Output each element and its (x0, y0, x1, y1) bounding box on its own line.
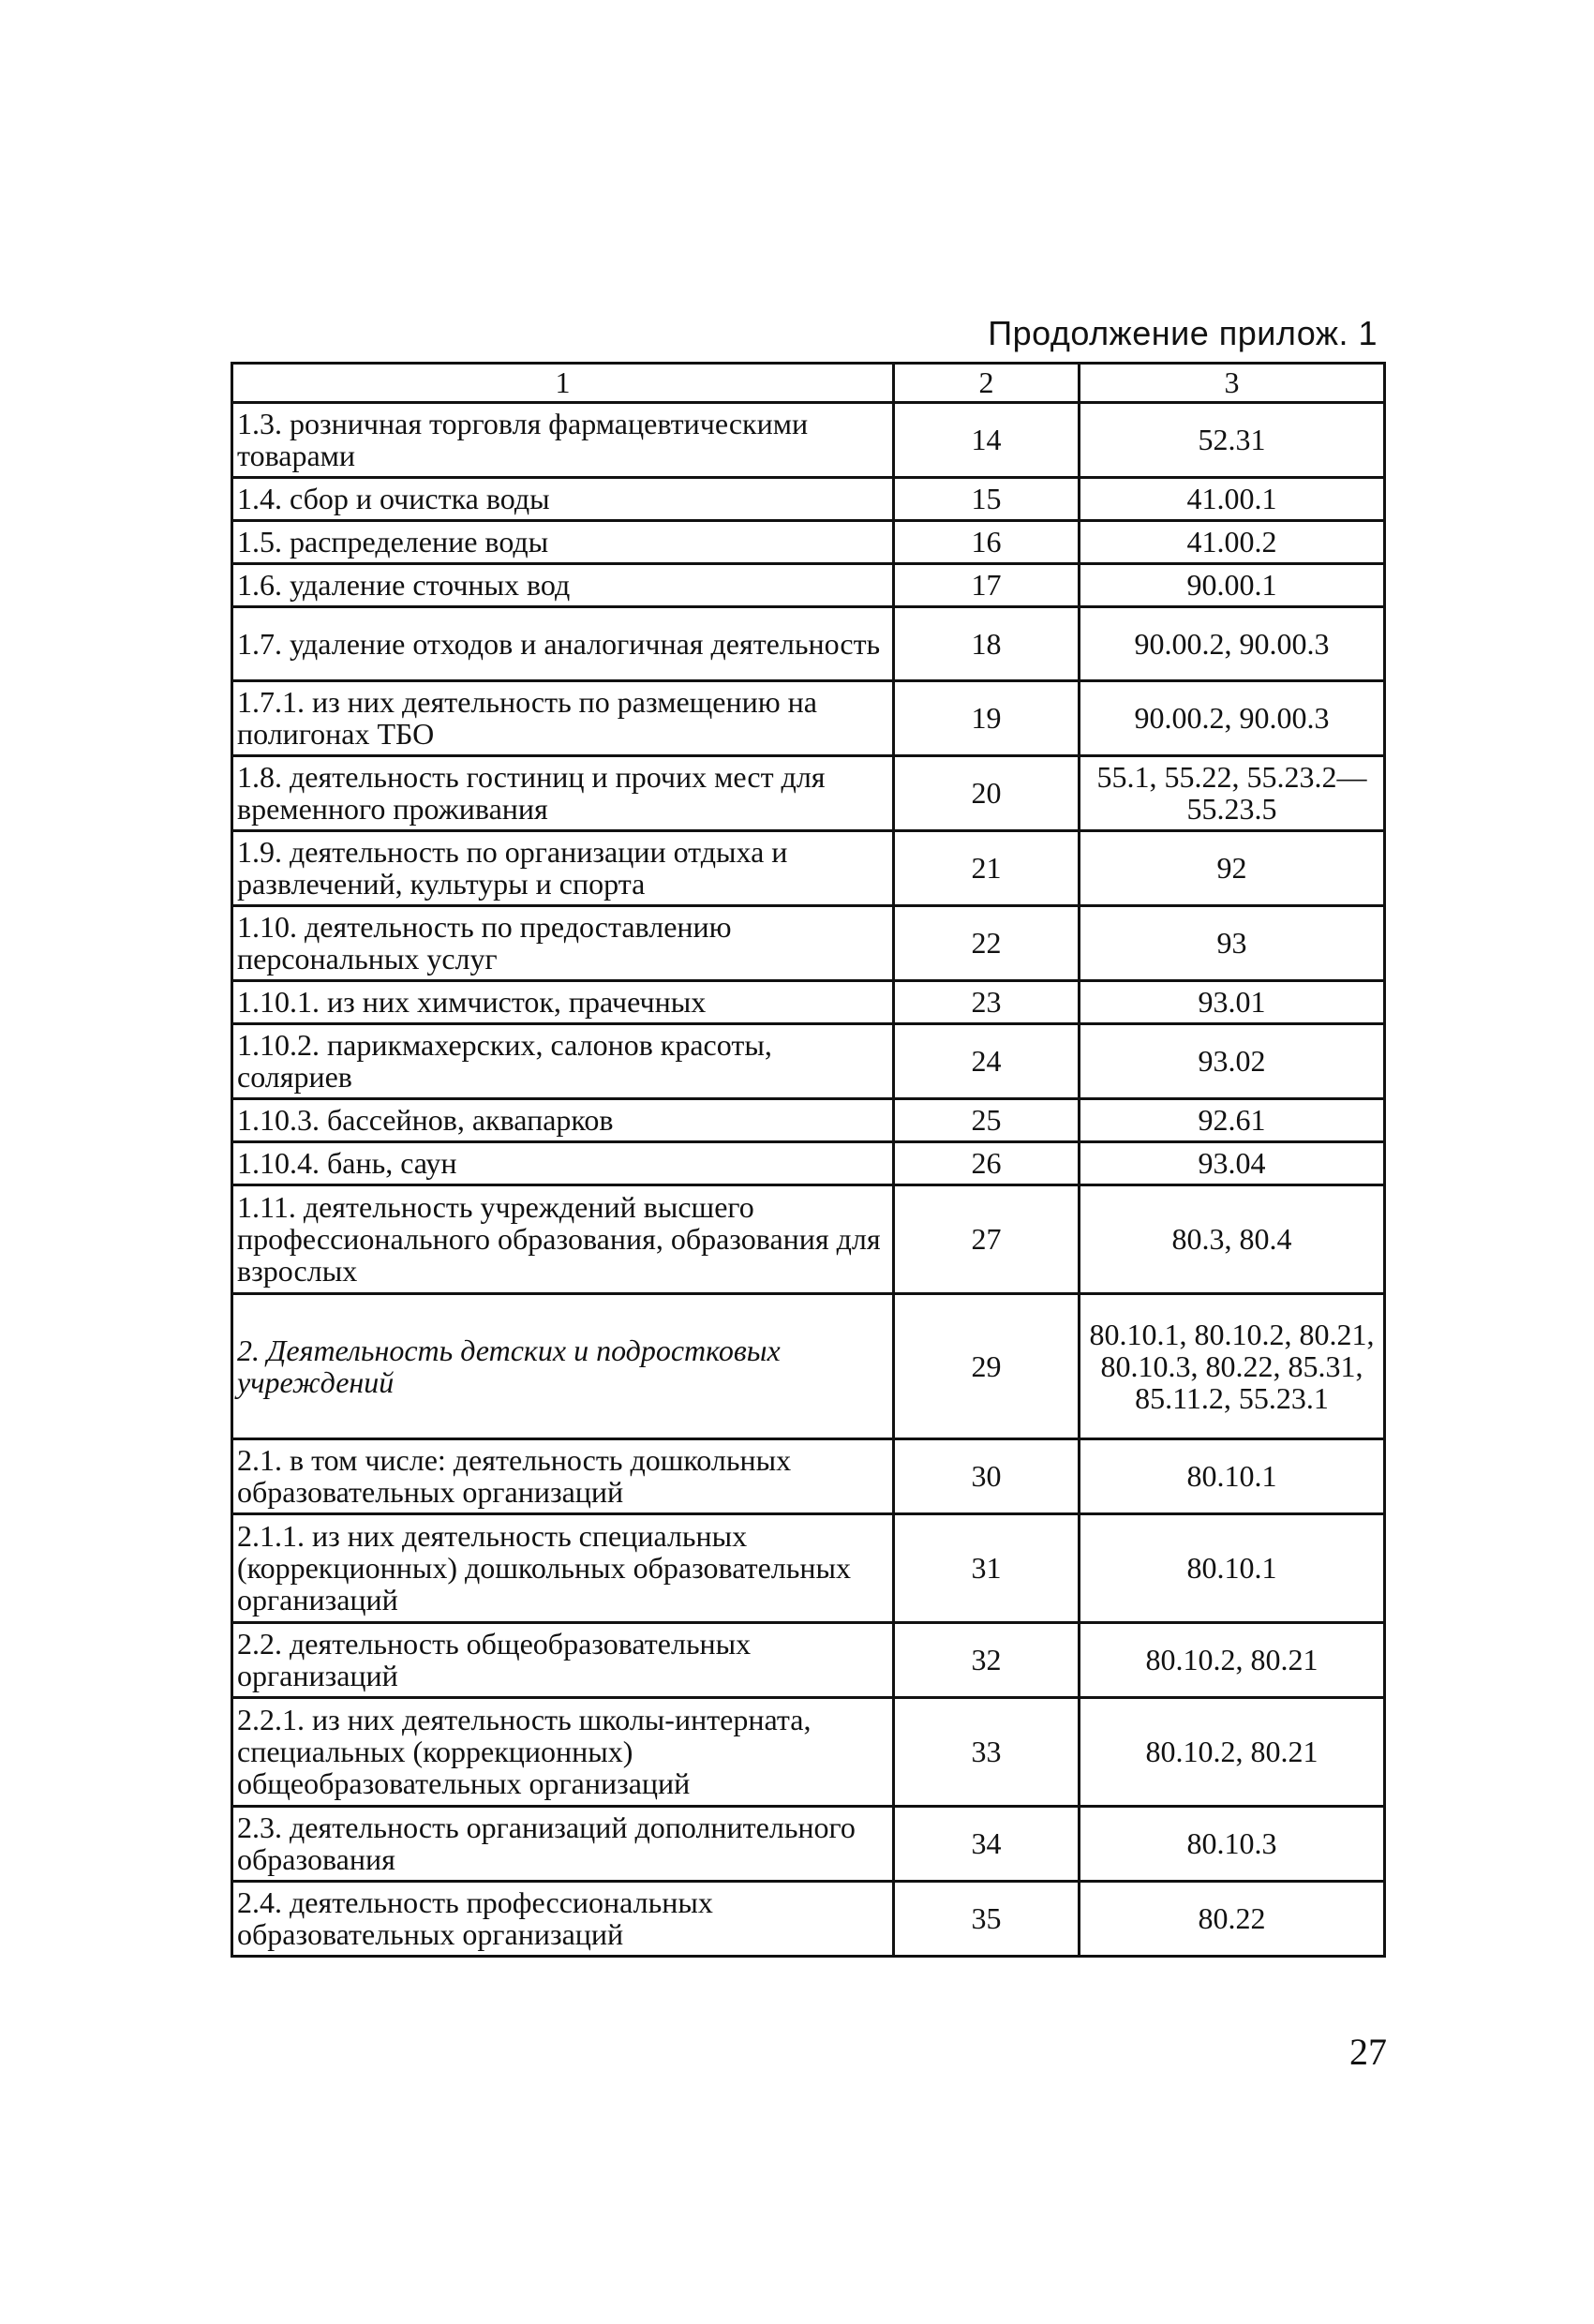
activity-name: 1.10. деятельность по предоставлению персональных услуг (232, 906, 894, 981)
table-header-row (232, 364, 1385, 403)
activity-name: 2.1.1. из них деятельность специальных (коррекционных) дошкольных образовательных организаций (232, 1514, 894, 1623)
okved-code: 92.61 (1080, 1099, 1385, 1142)
activity-name: 1.10.2. парикмахерских, салонов красоты, соляриев (232, 1024, 894, 1099)
table-row (232, 478, 1385, 521)
line-number: 34 (894, 1807, 1080, 1882)
activity-name: 1.5. распределение воды (232, 521, 894, 564)
table-row (232, 1142, 1385, 1185)
table-row (232, 1514, 1385, 1623)
table-row (232, 906, 1385, 981)
header-col-3: 3 (1080, 364, 1385, 403)
activity-name: 1.4. сбор и очистка воды (232, 478, 894, 521)
activity-name: 1.10.1. из них химчисток, прачечных (232, 981, 894, 1024)
okved-code: 80.22 (1080, 1882, 1385, 1957)
line-number: 18 (894, 607, 1080, 681)
table-row (232, 521, 1385, 564)
activity-name: 1.7. удаление отходов и аналогичная деятельность (232, 607, 894, 681)
line-number: 29 (894, 1294, 1080, 1439)
okved-code: 92 (1080, 831, 1385, 906)
okved-code: 55.1, 55.22, 55.23.2—55.23.5 (1080, 756, 1385, 831)
activity-name: 1.9. деятельность по организации отдыха и развлечений, культуры и спорта (232, 831, 894, 906)
table-row (232, 403, 1385, 478)
table-row (232, 1024, 1385, 1099)
okved-code: 41.00.1 (1080, 478, 1385, 521)
okved-code: 93.01 (1080, 981, 1385, 1024)
activity-name: 1.8. деятельность гостиниц и прочих мест для временного проживания (232, 756, 894, 831)
activity-name: 2. Деятельность детских и подростковых учреждений (232, 1294, 894, 1439)
activity-name: 1.10.3. бассейнов, аквапарков (232, 1099, 894, 1142)
line-number: 19 (894, 681, 1080, 756)
activity-name: 2.1. в том числе: деятельность дошкольных образовательных организаций (232, 1439, 894, 1514)
line-number: 22 (894, 906, 1080, 981)
line-number: 33 (894, 1698, 1080, 1807)
table-row (232, 1698, 1385, 1807)
okved-code: 80.10.2, 80.21 (1080, 1623, 1385, 1698)
line-number: 15 (894, 478, 1080, 521)
activity-name: 1.7.1. из них деятельность по размещению на полигонах ТБО (232, 681, 894, 756)
line-number: 21 (894, 831, 1080, 906)
line-number: 16 (894, 521, 1080, 564)
line-number: 30 (894, 1439, 1080, 1514)
table-row (232, 1099, 1385, 1142)
activity-name: 1.6. удаление сточных вод (232, 564, 894, 607)
okved-code: 90.00.1 (1080, 564, 1385, 607)
activity-name: 1.11. деятельность учреждений высшего профессионального образования, образования для взрослых (232, 1185, 894, 1294)
okved-code: 80.10.3 (1080, 1807, 1385, 1882)
activity-name: 2.3. деятельность организаций дополнительного образования (232, 1807, 894, 1882)
okved-code: 93.04 (1080, 1142, 1385, 1185)
table-row (232, 564, 1385, 607)
okved-code: 93 (1080, 906, 1385, 981)
line-number: 35 (894, 1882, 1080, 1957)
table-row (232, 981, 1385, 1024)
line-number: 26 (894, 1142, 1080, 1185)
header-col-1: 1 (232, 364, 894, 403)
table-row (232, 1623, 1385, 1698)
activity-name: 2.2. деятельность общеобразовательных организаций (232, 1623, 894, 1698)
line-number: 20 (894, 756, 1080, 831)
line-number: 14 (894, 403, 1080, 478)
table-row (232, 1807, 1385, 1882)
line-number: 31 (894, 1514, 1080, 1623)
activity-table (231, 362, 1386, 1958)
continuation-label: Продолжение прилож. 1 (988, 314, 1378, 352)
table-row (232, 1185, 1385, 1294)
table-row (232, 756, 1385, 831)
line-number: 25 (894, 1099, 1080, 1142)
page-number: 27 (1349, 2031, 1387, 2073)
activity-name: 1.10.4. бань, саун (232, 1142, 894, 1185)
table-row (232, 681, 1385, 756)
activity-name: 2.4. деятельность профессиональных образовательных организаций (232, 1882, 894, 1957)
table-row (232, 831, 1385, 906)
okved-code: 80.10.1 (1080, 1514, 1385, 1623)
line-number: 32 (894, 1623, 1080, 1698)
okved-code: 80.10.2, 80.21 (1080, 1698, 1385, 1807)
okved-code: 80.10.1, 80.10.2, 80.21, 80.10.3, 80.22, 85.31, 85.11.2, 55.23.1 (1080, 1294, 1385, 1439)
header-col-2: 2 (894, 364, 1080, 403)
table-row (232, 607, 1385, 681)
okved-code: 90.00.2, 90.00.3 (1080, 681, 1385, 756)
line-number: 24 (894, 1024, 1080, 1099)
line-number: 23 (894, 981, 1080, 1024)
activity-name: 1.3. розничная торговля фармацевтическими товарами (232, 403, 894, 478)
okved-code: 93.02 (1080, 1024, 1385, 1099)
table-row (232, 1882, 1385, 1957)
table-row (232, 1439, 1385, 1514)
line-number: 27 (894, 1185, 1080, 1294)
okved-code: 41.00.2 (1080, 521, 1385, 564)
okved-code: 90.00.2, 90.00.3 (1080, 607, 1385, 681)
line-number: 17 (894, 564, 1080, 607)
okved-code: 80.3, 80.4 (1080, 1185, 1385, 1294)
okved-code: 80.10.1 (1080, 1439, 1385, 1514)
okved-code: 52.31 (1080, 403, 1385, 478)
activity-name: 2.2.1. из них деятельность школы-интерната, специальных (коррекционных) общеобразовательных организаций (232, 1698, 894, 1807)
table-row (232, 1294, 1385, 1439)
